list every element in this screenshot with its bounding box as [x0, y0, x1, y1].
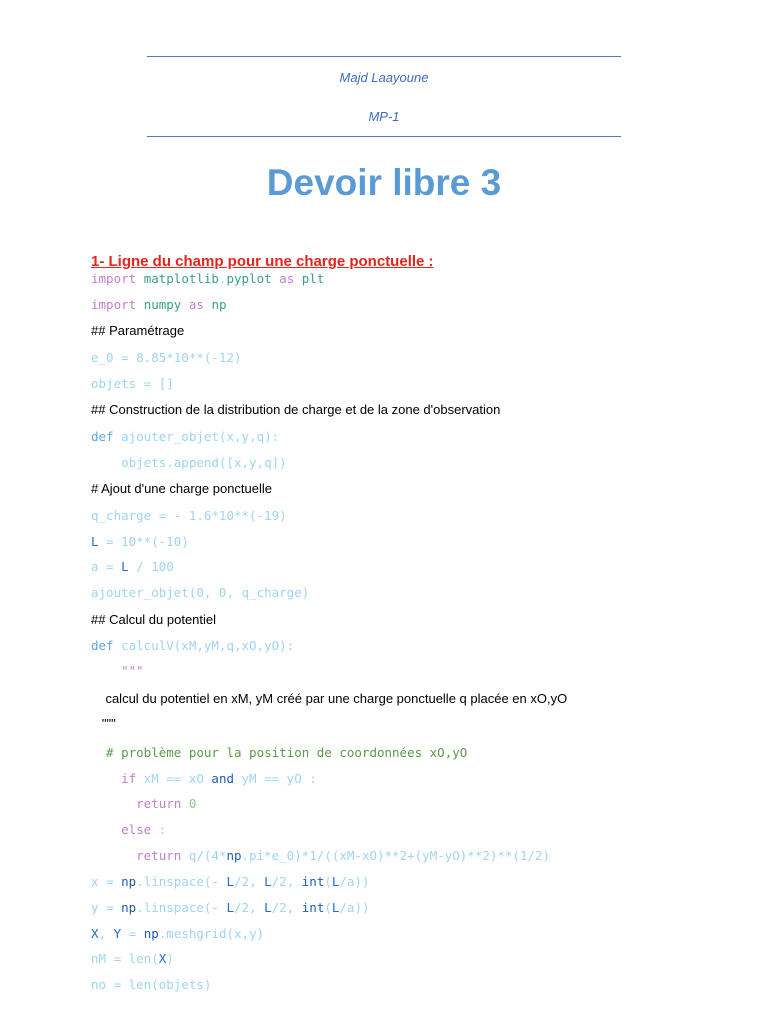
- code-token: np: [211, 297, 227, 312]
- code-token: np: [121, 900, 137, 915]
- code-line: [91, 271, 324, 287]
- code-line: [91, 534, 189, 550]
- code-token: ## Calcul du potentiel: [91, 612, 217, 627]
- code-token: calculV(xM,yM,q,xO,yO):: [113, 638, 295, 653]
- code-token: (: [324, 874, 332, 889]
- code-token: L: [264, 900, 272, 915]
- code-token: int: [301, 874, 325, 889]
- code-token: return: [91, 848, 182, 863]
- comment-line: [91, 481, 272, 497]
- code-line: [91, 822, 166, 838]
- code-token: (: [324, 900, 332, 915]
- code-token: L: [331, 900, 340, 915]
- code-line: [91, 951, 174, 967]
- code-token: calcul du potentiel en xM, yM créé par une charge ponctuelle q placée en xO,yO: [91, 691, 568, 706]
- code-line: [91, 663, 144, 679]
- code-token: q_charge = - 1.6*10**(-19): [91, 508, 287, 523]
- code-token: x =: [91, 874, 122, 889]
- code-token: as: [279, 271, 295, 286]
- code-token: y =: [91, 900, 122, 915]
- code-token: .: [218, 271, 227, 286]
- code-token: int: [301, 900, 325, 915]
- code-token: ## Paramétrage: [91, 323, 185, 338]
- comment-line: [91, 323, 184, 339]
- code-line: [91, 977, 211, 993]
- code-token: Y: [113, 926, 122, 941]
- code-token: matplotlib: [143, 271, 219, 286]
- code-token: yM == yO :: [234, 771, 317, 786]
- code-token: def: [91, 638, 114, 653]
- header-bottom-rule: [147, 136, 621, 137]
- code-token: plt: [301, 271, 325, 286]
- code-token: import: [91, 271, 137, 286]
- code-line: [91, 771, 317, 787]
- author-name: Majd Laayoune: [339, 70, 429, 85]
- code-token: L: [91, 534, 99, 549]
- header-top-rule: [147, 56, 621, 57]
- comment-line: [91, 612, 216, 628]
- code-token: and: [211, 771, 234, 786]
- code-token: def: [91, 429, 114, 444]
- section-heading: 1- Ligne du champ pour une charge ponctuelle :: [91, 253, 434, 270]
- code-token: ## Construction de la distribution de charge et de la zone d'observation: [91, 402, 501, 417]
- comment-line: [91, 716, 116, 732]
- code-token: ,: [98, 926, 114, 941]
- code-line: [91, 926, 264, 942]
- code-token: ajouter_objet(0, 0, q_charge): [91, 585, 310, 600]
- code-token: /2,: [234, 874, 265, 889]
- code-token: ajouter_objet(x,y,q):: [113, 429, 280, 444]
- code-token: else: [91, 822, 152, 837]
- comment-line: [91, 402, 500, 418]
- code-line: [91, 585, 309, 601]
- code-line: [91, 848, 550, 864]
- code-token: # problème pour la position de coordonnées xO,yO: [91, 745, 468, 760]
- code-token: [181, 297, 189, 312]
- code-token: [136, 271, 144, 286]
- code-token: xM == xO: [136, 771, 212, 786]
- code-token: L: [226, 900, 235, 915]
- class-name: MP-1: [368, 109, 400, 124]
- code-token: L: [264, 874, 272, 889]
- code-token: L: [226, 874, 235, 889]
- code-token: a =: [91, 559, 122, 574]
- code-token: =: [121, 926, 144, 941]
- code-line: [91, 429, 279, 445]
- code-token: no = len(objets): [91, 977, 212, 992]
- code-line: [91, 874, 370, 890]
- code-token: # Ajout d'une charge ponctuelle: [91, 481, 273, 496]
- code-line: [91, 376, 174, 392]
- code-token: /a)): [339, 900, 370, 915]
- code-token: e_0 = 8.85*10**(-12): [91, 350, 242, 365]
- code-token: /2,: [234, 900, 265, 915]
- code-token: """: [91, 663, 144, 678]
- code-token: X: [158, 951, 167, 966]
- code-token: objets = []: [91, 376, 174, 391]
- code-line: [91, 350, 242, 366]
- code-token: numpy: [143, 297, 182, 312]
- code-line: [91, 796, 196, 812]
- code-line: [91, 745, 467, 761]
- code-token: [294, 271, 302, 286]
- code-token: L: [121, 559, 129, 574]
- code-token: .linspace(-: [136, 900, 227, 915]
- document-title: Devoir libre 3: [266, 162, 502, 203]
- code-token: = 10**(-10): [98, 534, 189, 549]
- code-token: objets.append([x,y,q]): [91, 455, 287, 470]
- code-token: :: [151, 822, 167, 837]
- code-token: nM = len(: [91, 951, 159, 966]
- code-token: pyplot: [226, 271, 272, 286]
- code-line: [91, 559, 174, 575]
- code-token: as: [188, 297, 204, 312]
- code-token: X: [91, 926, 99, 941]
- code-token: /2,: [271, 874, 302, 889]
- code-token: .meshgrid(x,y): [158, 926, 265, 941]
- code-line: [91, 455, 287, 471]
- code-token: ): [166, 951, 174, 966]
- code-token: """: [91, 716, 116, 731]
- code-token: .pi*e_0)*1/((xM-xO)**2+(yM-yO)**2)**(1/2): [241, 848, 551, 863]
- code-token: q/(4*: [181, 848, 227, 863]
- code-token: 0: [181, 796, 197, 811]
- code-token: np: [226, 848, 242, 863]
- code-token: / 100: [128, 559, 174, 574]
- code-line: [91, 638, 294, 654]
- comment-line: [91, 691, 567, 707]
- code-token: L: [331, 874, 340, 889]
- code-token: np: [143, 926, 159, 941]
- code-token: import: [91, 297, 137, 312]
- code-token: [136, 297, 144, 312]
- code-line: [91, 297, 227, 313]
- code-token: /2,: [271, 900, 302, 915]
- code-token: return: [91, 796, 182, 811]
- code-token: /a)): [339, 874, 370, 889]
- code-line: [91, 508, 287, 524]
- code-token: if: [91, 771, 137, 786]
- code-line: [91, 900, 370, 916]
- code-token: .linspace(-: [136, 874, 227, 889]
- code-token: np: [121, 874, 137, 889]
